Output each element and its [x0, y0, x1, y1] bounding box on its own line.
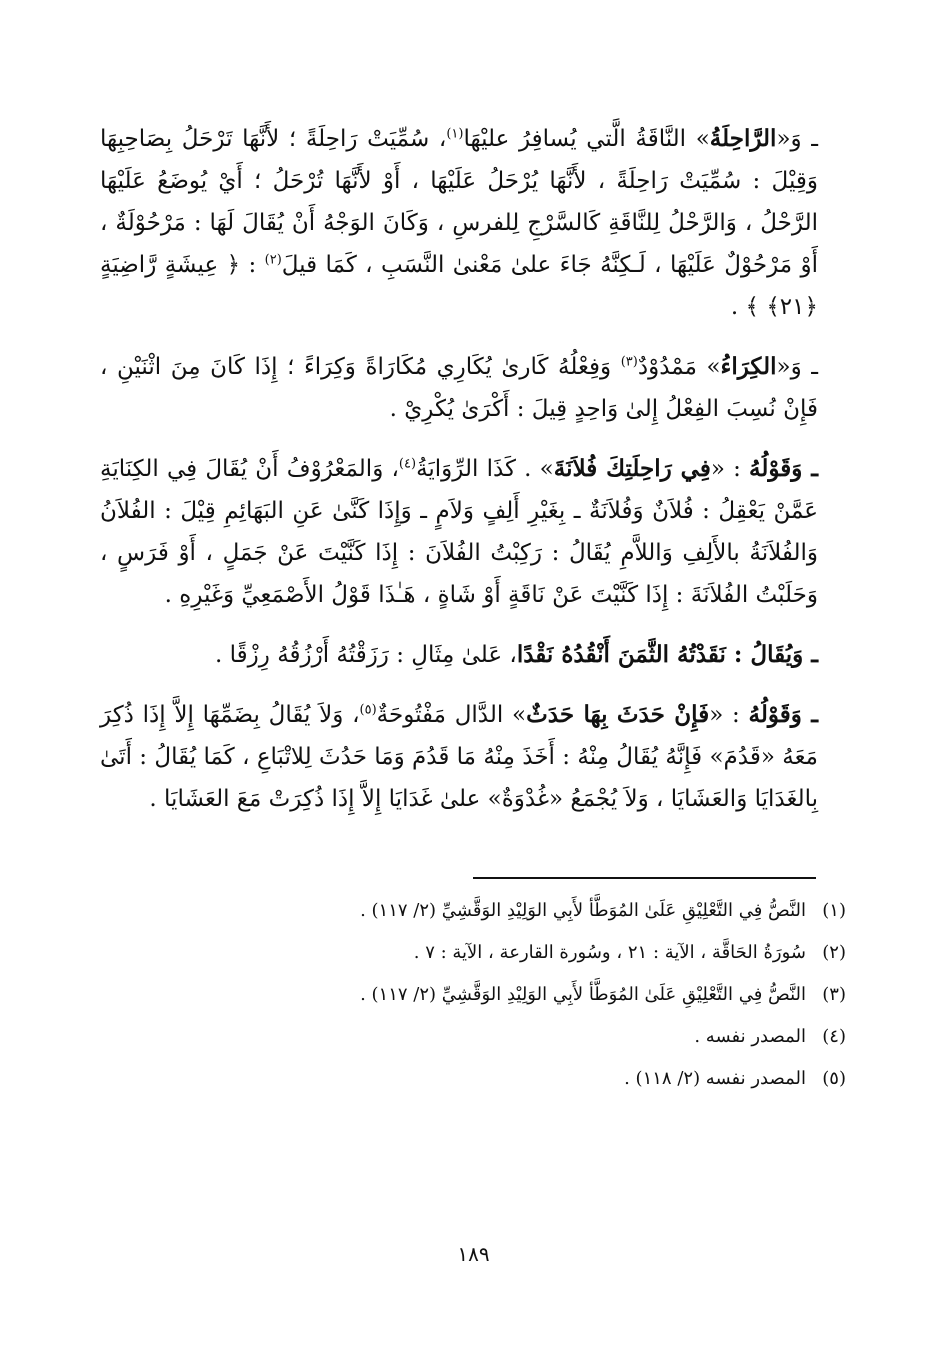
bold-term: فِي رَاحِلَتِكَ فُلاَنَةَ: [553, 455, 711, 482]
footnote-number: (٢): [822, 942, 846, 963]
footnote-number: (١): [822, 900, 846, 921]
footnote-item: [200, 900, 846, 942]
text-run: ، عَلىٰ مِثَالِ : رَزَقْتُهُ أَرْزُقُهُ رِزْقًا .: [215, 642, 517, 668]
text-run: » مَمْدُوْدٌ: [637, 354, 721, 380]
text-run: ، وَالمَعْرُوْفُ أَنْ يُقَالَ فِي الكِنَايَةِ عَمَّنْ يَعْقِلُ : فُلاَنٌ وَفُلاَنَةٌ ـ بِغَيْرِ أَلِفٍ وَلاَمٍ ـ وَإِذَا كَنَّىٰ عَنِ البَهَائِمِ قِيْلَ : الفُلاَنُ وَالفُلاَنَةُ بالأَلِفِ وَاللاَّمِ يُقَالُ : رَكِبْتُ الفُلاَنَ : إِذَا كَنَّيْتَ عَنْ جَمَلٍ ، أَوْ فَرَسٍ ، وَحَلَبْتُ الفُلاَنَةَ : إِذَا كَنَّيْتَ عَنْ نَاقَةٍ أَوْ شَاةٍ ، هَـٰذَا قَوْلُ الأَصْمَعِيِّ وَغَيْرِهِ .: [100, 456, 818, 608]
text-run: » النَّاقَةُ الَّتي يُسافِرُ عليْهَا: [463, 126, 710, 152]
text-run: ، سُمِّيَتْ رَاحِلَةً ؛ لأَنَّهَا تَرْحَلُ بِصَاحِبِهَا وَقِيْلَ : سُمِّيَتْ رَاحِلَةً ، لأَنَّهَا يُرْحَلُ عَلَيْهَا ، أَوْ لأَنَّهَا تُرْحَلُ ؛ أَيْ يُوضَعُ عَلَيْهَا الرَّحْلُ ، وَالرَّحْلُ لِلنَّاقَةِ كَالسَّرْجِ لِلفرسِ ، وَكَانَ الوَجْهُ أَنْ يُقَالَ لَهَا : مَرْحُوْلَةٌ ، أَوْ مَرْحُوْلٌ عَلَيْهَا ، لَـكِنَّهُ جَاءَ علىٰ مَعْنىٰ النَّسَبِ ، كَمَا قيلَ: [100, 126, 818, 278]
quran-quote: : ﴿ عِيشَةٍ رَّاضِيَةٍ ﴿٢١﴾ ﴾ .: [100, 252, 818, 320]
text-run: وَفِعْلُهُ كَارىٰ يُكَارِي مُكَارَاةً وَكِرَاءً ؛ إِذَا كَانَ مِنَ اثْنَيْنِ ، فَإِنْ نُسِبَ الفِعْلُ إِلىٰ وَاحِدٍ قِيلَ : أَكْرَىٰ يُكْرِيْ .: [100, 354, 818, 422]
footnote-item: [200, 1026, 846, 1068]
footnote-ref: (١): [446, 126, 464, 142]
text-run: ، وَلاَ يُقَالُ بِضَمِّهَا إِلاَّ إِذَا ذُكِرَ مَعَهُ «قَدُمَ» فَإِنَّهُ يُقَالُ مِنْهُ : أَخَذَ مِنْهُ مَا قَدُمَ وَمَا حَدُثَ لِلاتْبَاعِ ، كَمَا يُقَالُ : أَتَىٰ بِالغَدَايَا وَالعَشَايَا ، وَلاَ يُجْمَعُ «غُدْوَةٌ» علىٰ غَدَايَا إِلاَّ إِذَا ذُكِرَتْ مَعَ العَشَايَا .: [100, 702, 818, 812]
footnote-number: (٣): [822, 984, 846, 1005]
text-run: » الدَّال مَفْتُوحَةٌ: [376, 702, 527, 728]
footnote-number: (٤): [822, 1026, 846, 1047]
text-run: ـ وَ«: [776, 126, 818, 152]
paragraph-kira: [100, 346, 818, 430]
page-number: ١٨٩: [457, 1242, 490, 1266]
bold-term: ـ وَقَوْلُهُ: [749, 455, 818, 482]
text-run: : «: [709, 702, 740, 728]
paragraph-fulana: [100, 448, 818, 616]
bold-term: ـ وَقَوْلُهُ: [748, 701, 819, 728]
bold-term: الكِرَاءُ: [720, 353, 777, 380]
paragraph-hadath: [100, 694, 818, 820]
footnote-text: المصدر نفسه (٢/ ١١٨) .: [624, 1068, 806, 1089]
footnote-item: [200, 942, 846, 984]
paragraph-naqd: [100, 634, 818, 676]
footnote-ref: (٤): [398, 456, 417, 472]
bold-term: الرَّاحِلَةُ: [709, 125, 777, 152]
main-text: [100, 118, 818, 836]
footnote-ref: (٣): [620, 354, 638, 370]
footnote-separator: [473, 877, 816, 879]
bold-term: ـ وَيُقَالُ : نَقَدْتُهُ الثَّمَنَ أَنْقُدُهُ نَقْدًا: [516, 641, 818, 668]
text-run: : «: [710, 456, 741, 482]
footnote-text: النَّصُّ فِي التَّعْلِيْقِ عَلَىٰ المُوَطَّأ لأَبِي الوَلِيْدِ الوَقَّشِيِّ (٢/ ١١٧) .: [360, 900, 806, 921]
text-run: » . كَذَا الرِّوَايَةُ: [416, 456, 554, 482]
footnote-number: (٥): [822, 1068, 846, 1089]
footnote-ref: (٥): [359, 702, 377, 718]
paragraph-rahila: [100, 118, 818, 328]
bold-term: فَإِنْ حَدَثَ بِهَا حَدَثٌ: [526, 701, 710, 728]
footnote-ref: (٢): [264, 252, 282, 268]
footnotes: [200, 900, 846, 1110]
footnote-text: سُورَةُ الحَاقَّة ، الآية : ٢١ ، وسُورة القارعة ، الآية : ٧ .: [413, 942, 806, 963]
footnote-item: [200, 984, 846, 1026]
text-run: ـ وَ«: [776, 354, 819, 380]
footnote-text: المصدر نفسه .: [694, 1026, 806, 1047]
footnote-item: [200, 1068, 846, 1110]
footnote-text: النَّصُّ فِي التَّعْلِيْقِ عَلَىٰ المُوَطَّأ لأَبِي الوَلِيْدِ الوَقَّشِيِّ (٢/ ١١٧) .: [360, 984, 806, 1005]
